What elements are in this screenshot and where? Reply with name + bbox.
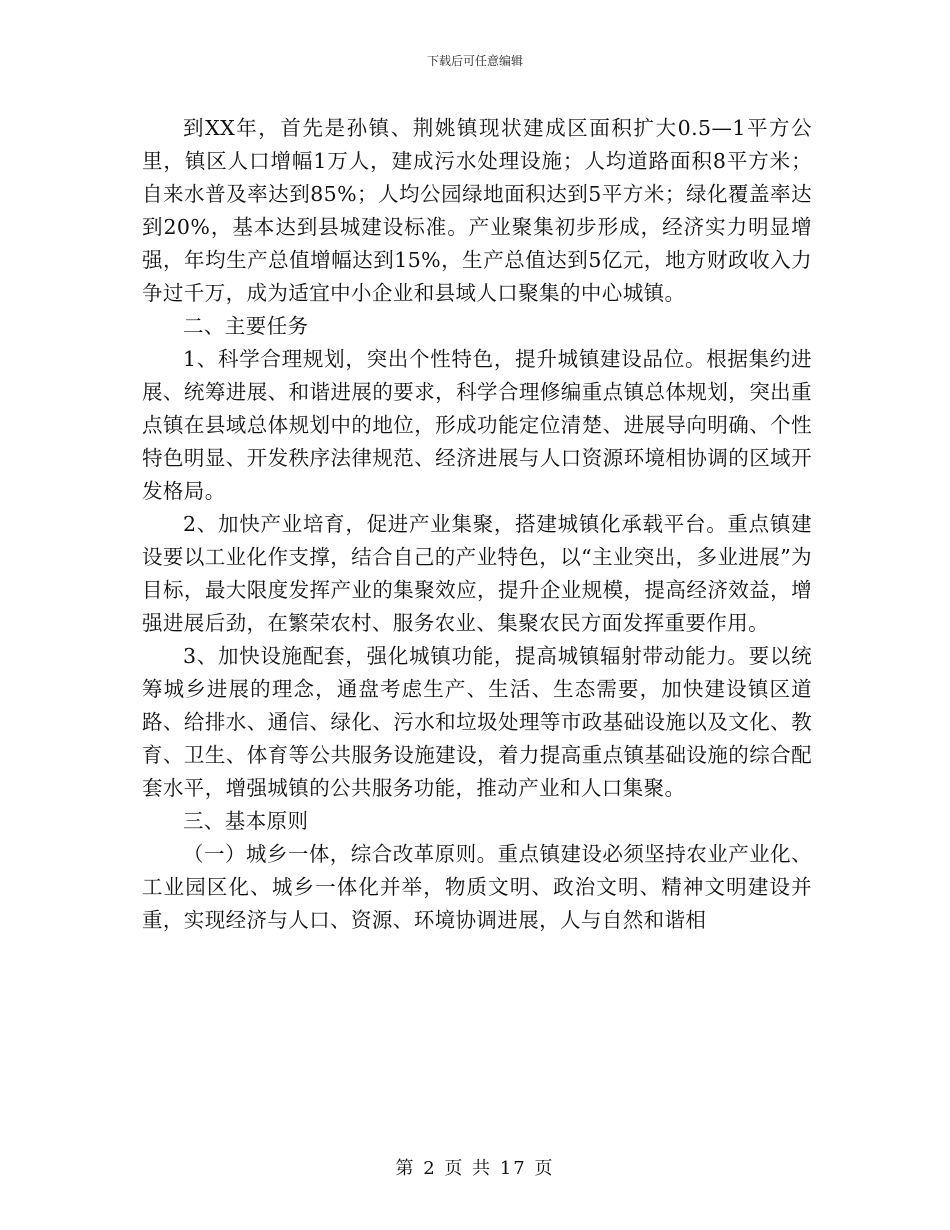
paragraph-task-2: 2、加快产业培育，促进产业集聚，搭建城镇化承载平台。重点镇建设要以工业化作支撑，结合自己的产业特色，以“主业突出，多业进展”为目标，最大限度发挥产业的集聚效应，提升企业规模，提高经济效益，增强进展后劲，在繁荣农村、服务农业、集聚农民方面发挥重要作用。 [142,512,812,635]
section-heading-basic-principles: 三、基本原则 [183,809,309,833]
paragraph-principle-1: （一）城乡一体，综合改革原则。重点镇建设必须坚持农业产业化、工业园区化、城乡一体化并举，物质文明、政治文明、精神文明建设并重，实现经济与人口、资源、环境协调进展，人与自然和谐相 [142,842,812,932]
paragraph-targets: 到XX年，首先是孙镇、荆姚镇现状建成区面积扩大0.5—1平方公里，镇区人口增幅1万人，建成污水处理设施；人均道路面积8平方米；自来水普及率达到85%；人均公园绿地面积达到5平方米；绿化覆盖率达到20%，基本达到县城建设标准。产业聚集初步形成，经济实力明显增强，年均生产总值增幅达到15%，生产总值达到5亿元，地方财政收入力争过千万，成为适宜中小企业和县域人口聚集的中心城镇。 [142,116,812,305]
header-note: 下载后可任意编辑 [426,54,523,68]
document-body [142,112,812,937]
paragraph-task-1: 1、科学合理规划，突出个性特色，提升城镇建设品位。根据集约进展、统筹进展、和谐进展的要求，科学合理修编重点镇总体规划，突出重点镇在县域总体规划中的地位，形成功能定位清楚、进展导向明确、个性特色明显、开发秩序法律规范、经济进展与人口资源环境相协调的区域开发格局。 [142,347,812,503]
section-heading-main-tasks: 二、主要任务 [183,314,309,338]
page-number: 第 2 页 共 17 页 [395,1158,555,1179]
paragraph-task-3: 3、加快设施配套，强化城镇功能，提高城镇辐射带动能力。要以统筹城乡进展的理念，通盘考虑生产、生活、生态需要，加快建设镇区道路、给排水、通信、绿化、污水和垃圾处理等市政基础设施以及文化、教育、卫生、体育等公共服务设施建设，着力提高重点镇基础设施的综合配套水平，增强城镇的公共服务功能，推动产业和人口集聚。 [142,644,812,800]
